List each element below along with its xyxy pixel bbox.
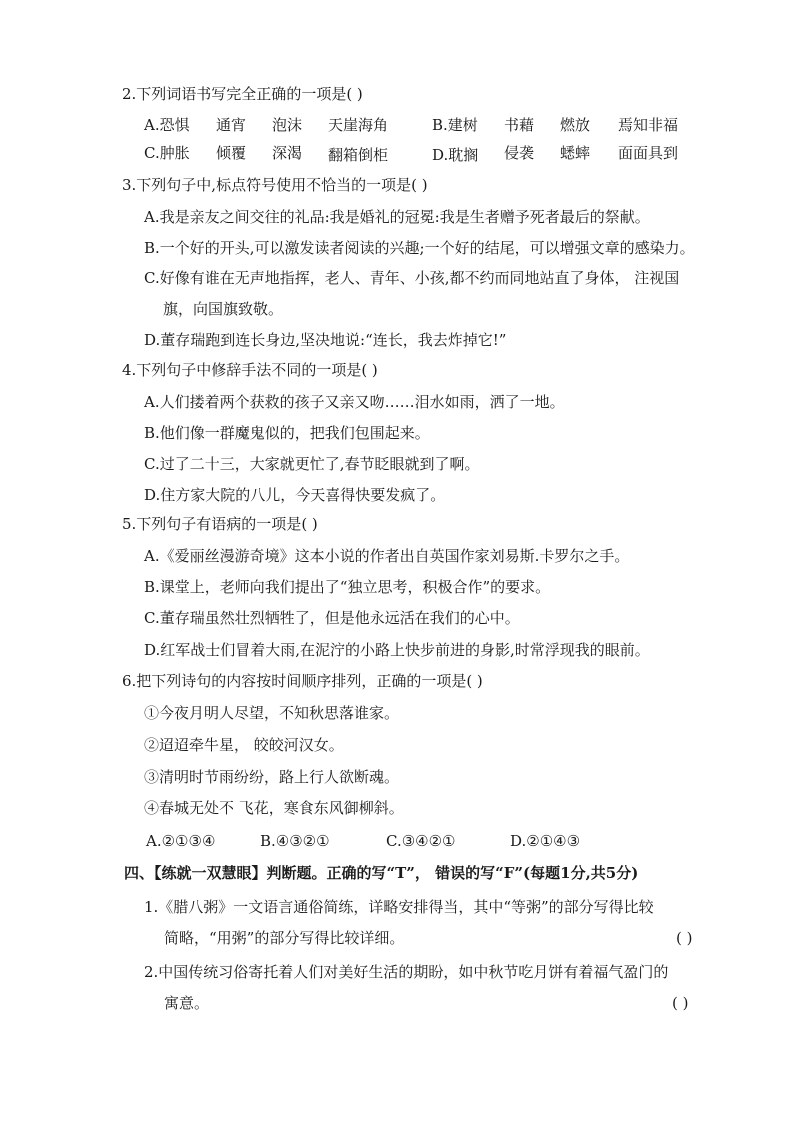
judge-item-2-line2: 寓意。: [164, 994, 210, 1012]
q2-option-c: C.肿胀: [144, 144, 190, 162]
question-4-stem: 4.下列句子中修辞手法不同的一项是( ): [122, 361, 378, 379]
q4-option-c: C.过了二十三，大家就更忙了,春节眨眼就到了啊。: [144, 455, 480, 473]
q3-option-c-line1: C.好像有谁在无声地指挥，老人、青年、小孩,都不约而同地站直了身体， 注视国: [144, 269, 680, 287]
q2-option-b: B.建树: [432, 116, 478, 134]
q2-word: 泡沫: [272, 116, 303, 134]
q2-word: 蟋蟀: [560, 144, 591, 162]
q2-option-a: A.恐惧: [144, 116, 190, 134]
q3-option-b: B.一个好的开头,可以激发读者阅读的兴趣;一个好的结尾，可以增强文章的感染力。: [144, 239, 695, 257]
q2-word: 天崖海角: [328, 116, 389, 134]
q2-word: 书藉: [504, 116, 535, 134]
q4-option-a: A.人们搂着两个获救的孩子又亲又吻……泪水如雨，洒了一地。: [144, 393, 565, 411]
question-3-stem: 3.下列句子中,标点符号使用不恰当的一项是( ): [122, 176, 428, 194]
question-2-stem: 2.下列词语书写完全正确的一项是( ): [122, 85, 363, 103]
q2-word: 面面具到: [618, 144, 679, 162]
judge-item-1-line1: 1.《腊八粥》一文语言通俗简练，详略安排得当，其中“等粥”的部分写得比较: [144, 898, 654, 916]
q6-option-c: C.③④②①: [386, 832, 456, 850]
q2-word: 倾覆: [216, 144, 247, 162]
q6-poem-line-4: ④春城无处不 飞花，寒食东风御柳斜。: [144, 799, 404, 817]
q2-word: 翻箱倒柜: [328, 146, 389, 164]
q4-option-b: B.他们像一群魔鬼似的，把我们包围起来。: [144, 424, 430, 442]
q2-word: 燃放: [560, 116, 591, 134]
q6-option-d: D.②①④③: [510, 832, 581, 850]
q6-poem-line-1: ①今夜月明人尽望，不知秋思落谁家。: [144, 704, 400, 722]
question-5-stem: 5.下列句子有语病的一项是( ): [122, 515, 318, 533]
judge-item-1-line2: 简略，“用粥”的部分写得比较详细。: [164, 929, 405, 947]
q3-option-c-line2: 旗，向国旗致敬。: [163, 300, 284, 318]
q5-option-d: D.红军战士们冒着大雨,在泥泞的小路上快步前进的身影,时常浮现我的眼前。: [144, 641, 650, 659]
section-4-heading: 四、【练就一双慧眼】判断题。正确的写“T”， 错误的写“F”(每题1分,共5分): [124, 864, 639, 882]
judge-item-2-answer-blank[interactable]: ( ): [672, 994, 689, 1012]
q6-option-a: A.②①③④: [146, 832, 216, 850]
q4-option-d: D.住方家大院的八儿，今天喜得快要发疯了。: [144, 486, 446, 504]
q5-option-b: B.课堂上，老师向我们提出了“独立思考，积极合作”的要求。: [144, 578, 551, 596]
q5-option-c: C.董存瑞虽然壮烈牺牲了，但是他永远活在我们的心中。: [144, 609, 520, 627]
judge-item-2-line1: 2.中国传统习俗寄托着人们对美好生活的期盼，如中秋节吃月饼有着福气盈门的: [144, 963, 669, 981]
q2-option-d: D.耽搁: [432, 146, 479, 164]
judge-item-1-answer-blank[interactable]: ( ): [676, 929, 693, 947]
q2-word: 通宵: [216, 116, 247, 134]
q2-word: 侵袭: [504, 144, 535, 162]
q6-poem-line-2: ②迢迢牵牛星， 皎皎河汉女。: [144, 736, 344, 754]
q3-option-d: D.董存瑞跑到连长身边,坚决地说:“连长，我去炸掉它!”: [144, 331, 507, 349]
q2-word: 焉知非福: [618, 116, 679, 134]
q6-option-b: B.④③②①: [260, 832, 330, 850]
q3-option-a: A.我是亲友之间交往的礼品:我是婚礼的冠冕:我是生者赠予死者最后的祭献。: [144, 208, 650, 226]
q2-word: 深渴: [272, 144, 303, 162]
q5-option-a: A.《爱丽丝漫游奇境》这本小说的作者出自英国作家刘易斯.卡罗尔之手。: [144, 547, 630, 565]
question-6-stem: 6.把下列诗句的内容按时间顺序排列，正确的一项是( ): [122, 672, 483, 690]
q6-poem-line-3: ③清明时节雨纷纷，路上行人欲断魂。: [144, 768, 400, 786]
